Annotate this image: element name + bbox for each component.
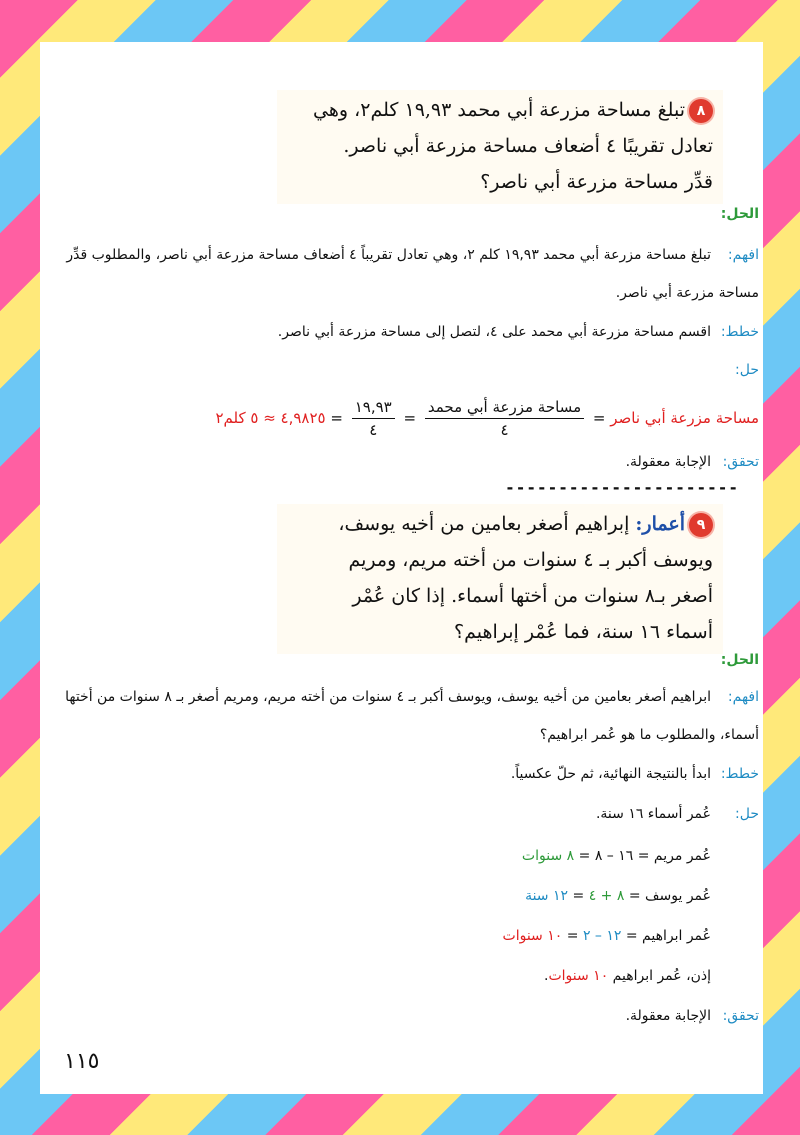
eq-result: ٤,٩٨٢٥ ≈ ٥ كلم٢	[215, 409, 326, 427]
maryam-age-line: عُمر مريم = ١٦ – ٨ = ٨ سنوات	[521, 848, 711, 864]
sol9-check: تحقق:الإجابة معقولة.	[625, 1008, 759, 1024]
eq-lhs: مساحة مزرعة أبي ناصر	[610, 409, 759, 427]
sol9-solve: حل:عُمر أسماء ١٦ سنة.	[595, 806, 759, 822]
yusuf-age-line: عُمر يوسف = ٨ + ٤ = ١٢ سنة	[525, 888, 711, 904]
section-separator: ----------------------	[505, 478, 739, 497]
understand-label: افهم:	[727, 247, 759, 263]
plan-label: خطط:	[720, 766, 759, 782]
check-label: تحقق:	[722, 1008, 759, 1024]
problem-keyword: أعمار:	[635, 513, 685, 535]
ibrahim-age-line: عُمر ابراهيم = ١٢ – ٢ = ١٠ سنوات	[502, 928, 711, 944]
problem-number-badge: ٩	[689, 513, 713, 537]
page-number: ١١٥	[64, 1049, 100, 1074]
sol9-plan: خطط:ابدأ بالنتيجة النهائية، ثم حلّ عكسياً.	[510, 766, 759, 782]
problem-8-line-2: تعادل تقريبًا ٤ أضعاف مساحة مزرعة أبي ناصر.	[343, 135, 713, 157]
solve-label: حل:	[735, 806, 759, 822]
solution-heading: الحل:	[720, 206, 759, 222]
problem-8-box	[277, 90, 723, 204]
check-label: تحقق:	[722, 454, 759, 470]
sol8-equation: مساحة مزرعة أبي ناصر = $\frac{\text{مساحة مزرعة أبي محمد}}{٤}$ = $\frac{١٩,٩٣}{٤}$ = ٤,٩٨٢٥ ≈ ٥ كلم٢	[215, 398, 759, 439]
eq-fraction-1: $\frac{\text{مساحة مزرعة أبي محمد}}{٤}$	[425, 398, 584, 439]
sol8-solve-label: حل:	[735, 362, 759, 378]
conclusion-line: إذن، عُمر ابراهيم ١٠ سنوات.	[544, 968, 711, 984]
sol8-understand: افهم:تبلغ مساحة مزرعة أبي محمد ١٩,٩٣ كلم ٢، وهي تعادل تقريباً ٤ أضعاف مساحة مزرعة أبي ناصر، والمطلوب قدِّر مساحة مزرعة أبي ناصر.	[56, 236, 759, 312]
problem-8-line-3: قدِّر مساحة مزرعة أبي ناصر؟	[480, 171, 713, 193]
solution-heading: الحل:	[720, 652, 759, 668]
problem-9-line-2: ويوسف أكبر بـ ٤ سنوات من أخته مريم، ومريم	[348, 549, 713, 571]
sol8-check: تحقق:الإجابة معقولة.	[625, 454, 759, 470]
problem-9-line-3: أصغر بـ٨ سنوات من أختها أسماء. إذا كان عُمْر	[352, 585, 713, 607]
problem-8-line-1: ٨تبلغ مساحة مزرعة أبي محمد ١٩,٩٣ كلم٢، وهي	[283, 92, 713, 128]
sol8-plan: خطط:اقسم مساحة مزرعة أبي محمد على ٤، لتصل إلى مساحة مزرعة أبي ناصر.	[277, 324, 759, 340]
plan-label: خطط:	[720, 324, 759, 340]
eq-fraction-2: $\frac{١٩,٩٣}{٤}$	[352, 398, 395, 439]
problem-9-line-1: ٩أعمار: إبراهيم أصغر بعامين من أخيه يوسف،	[283, 506, 713, 542]
understand-label: افهم:	[727, 689, 759, 705]
problem-number-badge: ٨	[689, 99, 713, 123]
textbook-page	[40, 42, 763, 1094]
problem-9-line-4: أسماء ١٦ سنة، فما عُمْر إبراهيم؟	[454, 621, 713, 643]
problem-9-box	[277, 504, 723, 654]
sol9-understand: افهم:ابراهيم أصغر بعامين من أخيه يوسف، ويوسف أكبر بـ ٤ سنوات من أخته مريم، ومريم أصغر بـ ٨ سنوات من أختها أسماء، والمطلوب ما هو عُمر ابراهيم؟	[56, 678, 759, 754]
